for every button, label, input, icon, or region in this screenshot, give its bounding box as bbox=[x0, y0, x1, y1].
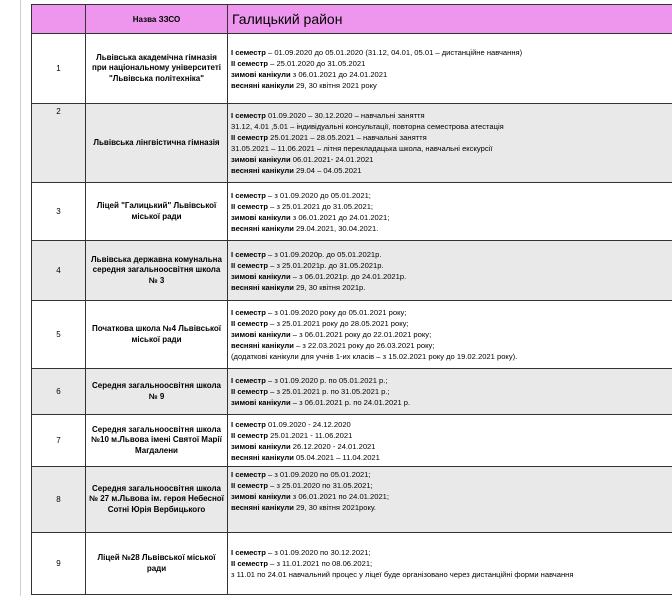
table-row bbox=[32, 415, 672, 467]
schedule-cell: І семестр – з 01.09.2020 р. по 05.01.2021 р.; ІІ семестр – з 25.01.2021 р. по 31.05.2021 р.; зимові канікули – з 06.01.2021 р. по 24.01.2021 р. bbox=[228, 369, 672, 415]
row-number: 1 bbox=[32, 34, 86, 104]
school-name: Середня загальноосвітня школа №10 м.Львова імені Святої Марії Магдалени bbox=[86, 415, 228, 467]
school-name: Середня загальноосвітня школа № 27 м.Львова ім. героя Небесної Сотні Юрія Вербицького bbox=[86, 467, 228, 533]
header-district: Галицький район bbox=[228, 5, 672, 34]
header-school-name: Назва ЗЗСО bbox=[86, 5, 228, 34]
table-row bbox=[32, 241, 672, 301]
schedule-cell: І семестр – з 01.09.2020 по 05.01.2021; ІІ семестр – з 25.01.2020 по 31.05.2021; зимові канікули з 06.01.2021 по 24.01.2021; весняні канікули 29, 30 квітня 2021року. bbox=[228, 467, 672, 533]
schedule-cell: І семестр – з 01.09.2020 по 30.12.2021; ІІ семестр – з 11.01.2021 по 08.06.2021; з 11.01 по 24.01 навчальний процес у ліцеї буде організовано через дистанційні форми навчання bbox=[228, 533, 672, 595]
row-number: 5 bbox=[32, 301, 86, 369]
table-row bbox=[32, 104, 672, 183]
schedule-table bbox=[31, 4, 672, 595]
table-row bbox=[32, 533, 672, 595]
row-number: 7 bbox=[32, 415, 86, 467]
row-number: 3 bbox=[32, 183, 86, 241]
header-number-cell bbox=[32, 5, 86, 34]
table-row bbox=[32, 301, 672, 369]
schedule-cell: І семестр – з 01.09.2020р. до 05.01.2021р. ІІ семестр – з 25.01.2021р. до 31.05.2021р. зимові канікули – з 06.01.2021р. до 24.01.2021р. весняні канікули 29, 30 квітня 2021р. bbox=[228, 241, 672, 301]
school-name: Львівська лінгвістична гімназія bbox=[86, 104, 228, 183]
table-row bbox=[32, 183, 672, 241]
table-row bbox=[32, 369, 672, 415]
schedule-cell: І семестр 01.09.2020 - 24.12.2020 ІІ семестр 25.01.2021 - 11.06.2021 зимові канікули 26.12.2020 - 24.01.2021 весняні канікули 05.04.2021 – 11.04.2021 bbox=[228, 415, 672, 467]
row-number: 2 bbox=[32, 104, 86, 183]
page-margin-line bbox=[20, 0, 21, 596]
school-name: Ліцей №28 Львівської міської ради bbox=[86, 533, 228, 595]
row-number: 6 bbox=[32, 369, 86, 415]
school-name: Львівська державна комунальна середня загальноосвітня школа № 3 bbox=[86, 241, 228, 301]
table-row bbox=[32, 34, 672, 104]
school-name: Початкова школа №4 Львівської міської ради bbox=[86, 301, 228, 369]
school-name: Львівська академічна гімназія при національному університеті "Львівська політехніка" bbox=[86, 34, 228, 104]
schedule-cell: І семестр – з 01.09.2020 до 05.01.2021; ІІ семестр – з 25.01.2021 до 31.05.2021; зимові канікули з 06.01.2021 до 24.01.2021; весняні канікули 29.04.2021, 30.04.2021. bbox=[228, 183, 672, 241]
row-number: 4 bbox=[32, 241, 86, 301]
table-header-row bbox=[32, 5, 672, 34]
table-row bbox=[32, 467, 672, 533]
school-name: Ліцей "Галицький" Львівської міської ради bbox=[86, 183, 228, 241]
schedule-cell: І семестр 01.09.2020 – 30.12.2020 – навчальні заняття 31.12, 4.01 ,5.01 – індивідуальні консультації, повторна семестрова атестація ІІ семестр 25.01.2021 – 28.05.2021 – навчальні заняття 31.05.2021 – 11.06.2021 – літня перекладацька школа, навчальні екскурсії зимові канікули 06.01.2021- 24.01.2021 весняні канікули 29.04 – 04.05.2021 bbox=[228, 104, 672, 183]
schedule-cell: І семестр – 01.09.2020 до 05.01.2020 (31.12, 04.01, 05.01 – дистанційне навчання) ІІ семестр – 25.01.2020 до 31.05.2021 зимові канікули з 06.01.2021 до 24.01.2021 весняні канікули 29, 30 квітня 2021 року bbox=[228, 34, 672, 104]
row-number: 8 bbox=[32, 467, 86, 533]
schedule-cell: І семестр – з 01.09.2020 року до 05.01.2021 року; ІІ семестр – з 25.01.2021 року до 28.05.2021 року; зимові канікули – з 06.01.2021 року до 22.01.2021 року; весняні канікули – з 22.03.2021 року до 26.03.2021 року; (додаткові канікули для учнів 1-их класів – з 15.02.2021 року до 19.02.2021 року). bbox=[228, 301, 672, 369]
row-number: 9 bbox=[32, 533, 86, 595]
school-name: Середня загальноосвітня школа № 9 bbox=[86, 369, 228, 415]
